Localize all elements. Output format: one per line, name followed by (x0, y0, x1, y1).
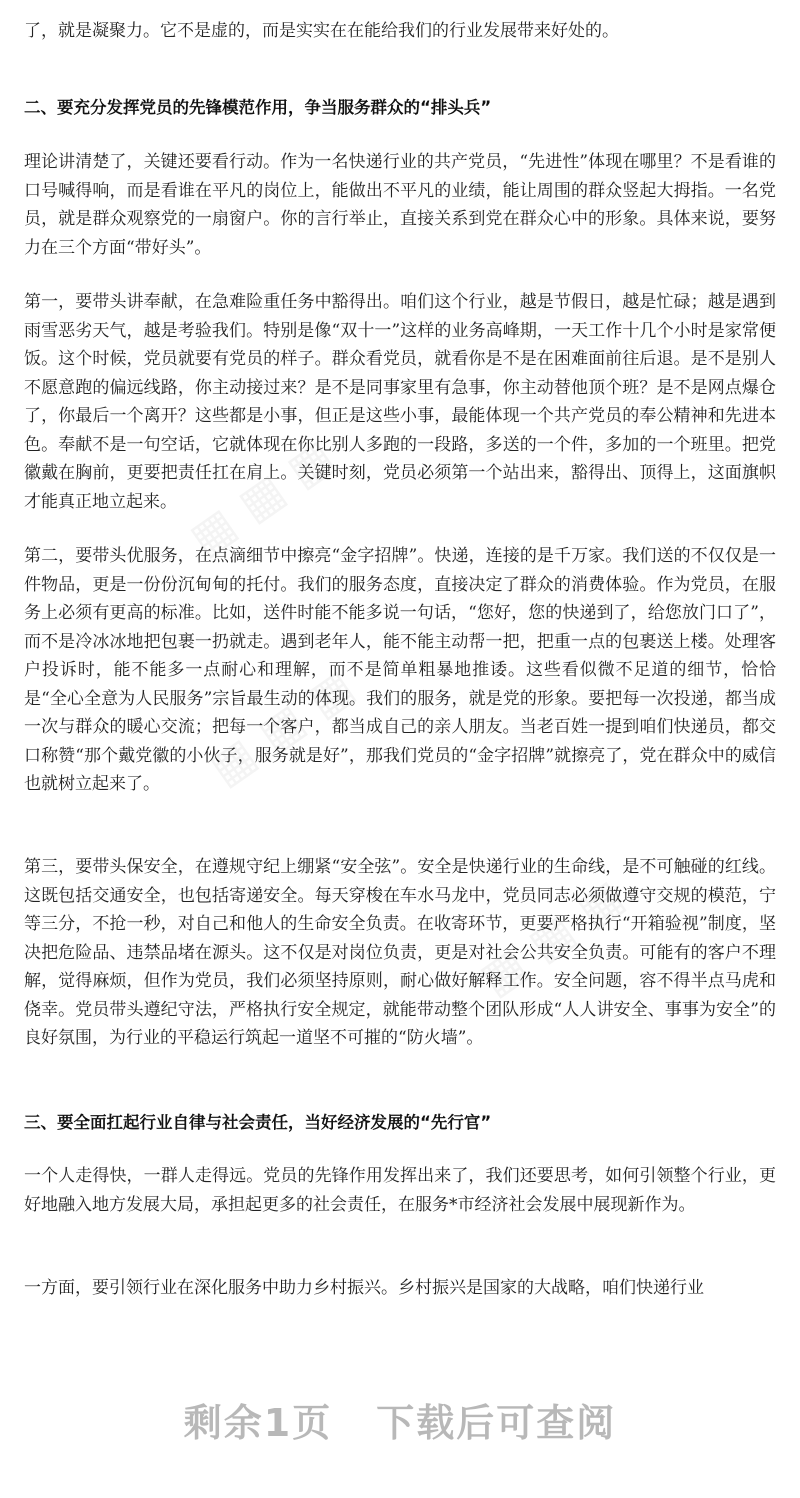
download-to-view-label: 下载后可查阅 (376, 1401, 617, 1445)
section2-paragraph-1: 理论讲清楚了，关键还要看行动。作为一名快递行业的共产党员，“先进性”体现在哪里？不是看谁的口号喊得响，而是看谁在平凡的岗位上，能做出不平凡的业绩，能让周围的群众竖起大拇指。一名党员，就是群众观察党的一扇窗户。你的言行举止，直接关系到党在群众心中的形象。具体来说，要努力在三个方面“带好头”。 (24, 152, 776, 258)
section2-paragraph-3: 第二，要带头优服务，在点滴细节中擦亮“金字招牌”。快递，连接的是千万家。我们送的不仅仅是一件物品，更是一份份沉甸甸的托付。我们的服务态度，直接决定了群众的消费体验。作为党员，在服务上必须有更高的标准。比如，送件时能不能多说一句话，“您好，您的快递到了，给您放门口了”，而不是冷冰冰地把包裹一扔就走。遇到老年人，能不能主动帮一把，把重一点的包裹送上楼。处理客户投诉时，能不能多一点耐心和理解，而不是简单粗暴地推诿。这些看似微不足道的细节，恰恰是“全心全意为人民服务”宗旨最生动的体现。我们的服务，就是党的形象。要把每一次投递，都当成一次与群众的暖心交流；把每一个客户，都当成自己的亲人朋友。当老百姓一提到咱们快递员，都交口称赞“那个戴党徽的小伙子，服务就是好”，那我们党员的“金字招牌”就擦亮了，党在群众中的威信也就树立起来了。 (24, 546, 776, 794)
remaining-pages-label: 剩余1页 (183, 1401, 333, 1445)
section3-paragraph-1: 一个人走得快，一群人走得远。党员的先锋作用发挥出来了，我们还要思考，如何引领整个行业，更好地融入地方发展大局，承担起更多的社会责任，在服务*市经济社会发展中展现新作为。 (24, 1166, 776, 1215)
section2-paragraph-2: 第一，要带头讲奉献，在急难险重任务中豁得出。咱们这个行业，越是节假日，越是忙碌；越是遇到雨雪恶劣天气，越是考验我们。特别是像“双十一”这样的业务高峰期，一天工作十几个小时是家常便饭。这个时候，党员就要有党员的样子。群众看党员，就看你是不是在困难面前往后退。是不是别人不愿意跑的偏远线路，你主动接过来？是不是同事家里有急事，你主动替他顶个班？是不是网点爆仓了，你最后一个离开？这些都是小事，但正是这些小事，最能体现一个共产党员的奉公精神和先进本色。奉献不是一句空话，它就体现在你比别人多跑的一段路，多送的一个件，多加的一个班里。把党徽戴在胸前，更要把责任扛在肩上。关键时刻，党员必须第一个站出来，豁得出、顶得上，这面旗帜才能真正地立起来。 (24, 292, 776, 512)
section2-paragraph-4: 第三，要带头保安全，在遵规守纪上绷紧“安全弦”。安全是快递行业的生命线，是不可触碰的红线。这既包括交通安全，也包括寄递安全。每天穿梭在车水马龙中，党员同志必须做遵守交规的模范，宁等三分，不抢一秒，对自己和他人的生命安全负责。在收寄环节，更要严格执行“开箱验视”制度，坚决把危险品、违禁品堵在源头。这不仅是对岗位负责，更是对社会公共安全负责。可能有的客户不理解，觉得麻烦，但作为党员，我们必须坚持原则，耐心做好解释工作。安全问题，容不得半点马虎和侥幸。党员带头遵纪守法，严格执行安全规定，就能带动整个团队形成“人人讲安全、事事为安全”的良好氛围，为行业的平稳运行筑起一道坚不可摧的“防火墙”。 (24, 857, 776, 1048)
section2-heading: 二、要充分发挥党员的先锋模范作用，争当服务群众的“排头兵” (24, 98, 492, 117)
intro-tail-paragraph (24, 0, 776, 45)
download-prompt[interactable] (0, 1392, 800, 1447)
clipped-line (24, 0, 776, 17)
section3-heading: 三、要全面扛起行业自律与社会责任，当好经济发展的“先行官” (24, 1113, 492, 1132)
intro-tail-text: 了，就是凝聚力。它不是虚的，而是实实在在能给我们的行业发展带来好处的。 (24, 20, 619, 41)
section3-paragraph-2: 一方面，要引领行业在深化服务中助力乡村振兴。乡村振兴是国家的大战略，咱们快递行业 (24, 1278, 704, 1298)
